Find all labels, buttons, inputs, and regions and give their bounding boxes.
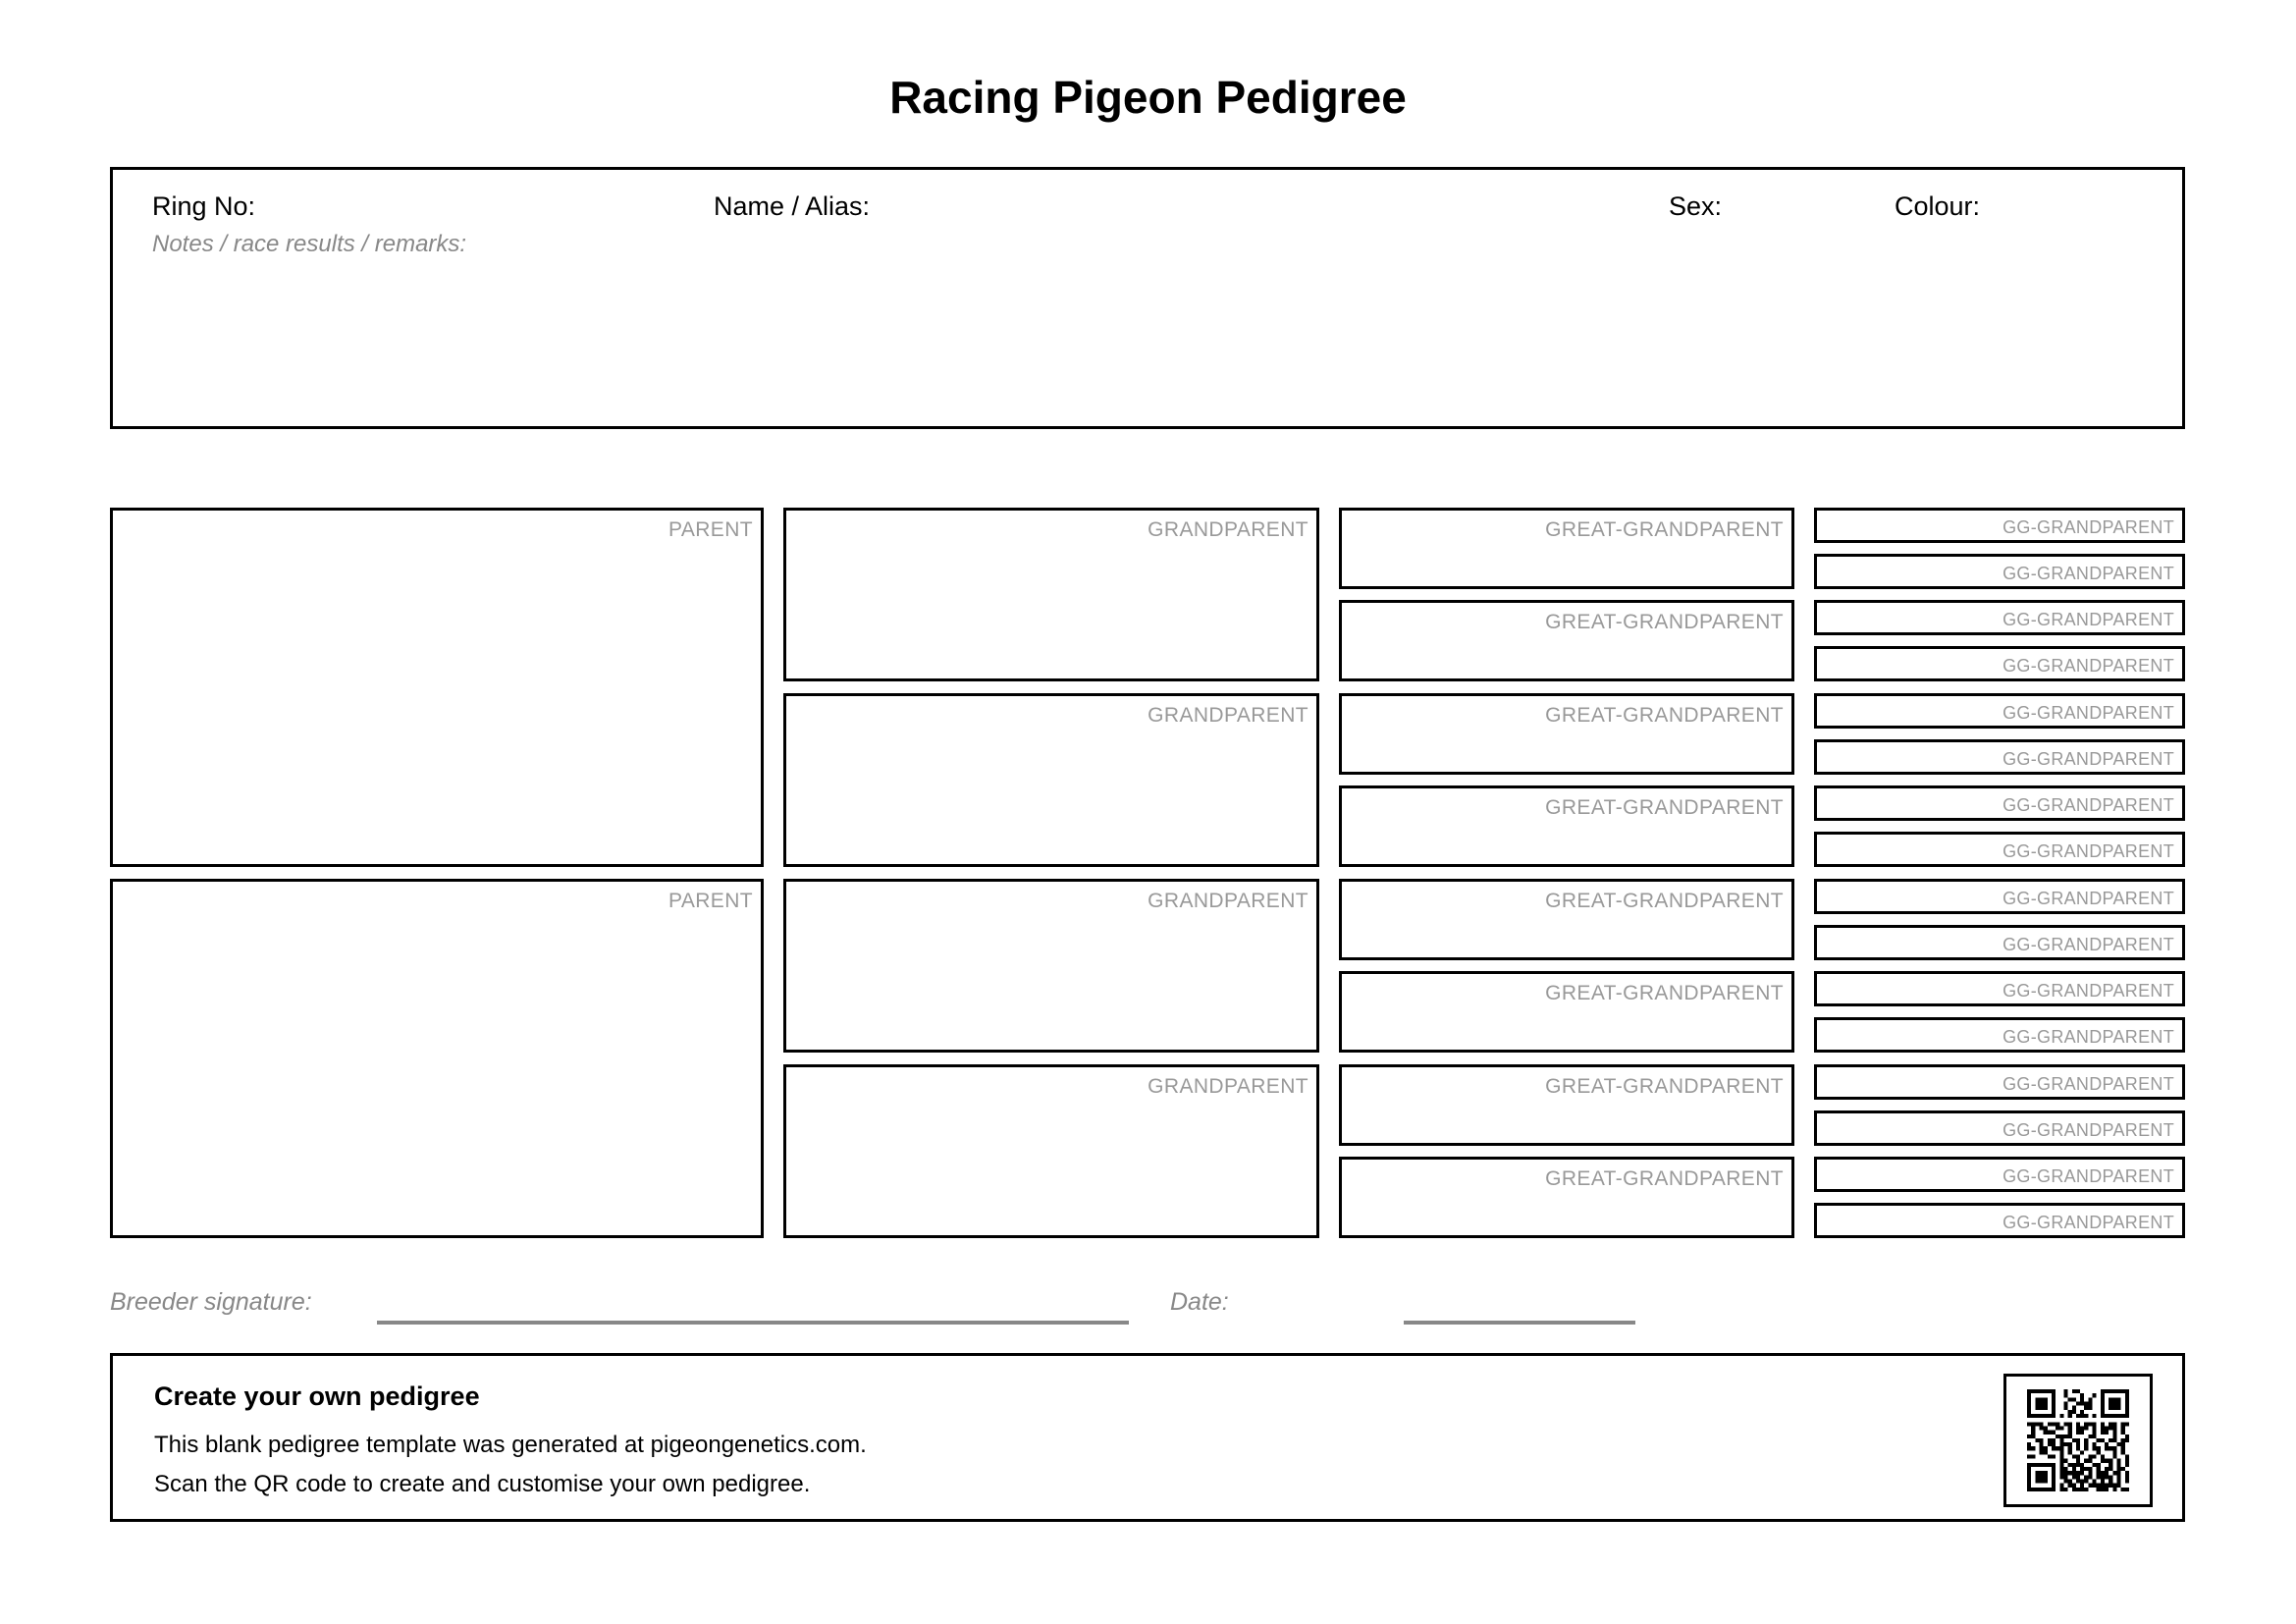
great-grandparent-box[interactable] xyxy=(1339,879,1794,960)
gg-grandparent-box-label: GG-GRANDPARENT xyxy=(2002,1166,2174,1186)
gg-grandparent-box-label: GG-GRANDPARENT xyxy=(2002,517,2174,537)
gg-grandparent-box-label: GG-GRANDPARENT xyxy=(2002,889,2174,908)
grandparent-box-label: GRANDPARENT xyxy=(1148,704,1308,727)
promo-line-1: This blank pedigree template was generated at pigeongenetics.com. xyxy=(154,1432,867,1458)
gg-grandparent-box[interactable] xyxy=(1814,832,2185,867)
breeder-signature-label: Breeder signature: xyxy=(110,1288,312,1316)
colour-label: Colour: xyxy=(1895,191,1981,221)
grandparent-box[interactable] xyxy=(783,1064,1319,1238)
gg-grandparent-box-label: GG-GRANDPARENT xyxy=(2002,1120,2174,1140)
grandparent-box-label: GRANDPARENT xyxy=(1148,890,1308,912)
grandparent-box-label: GRANDPARENT xyxy=(1148,1075,1308,1098)
gg-grandparent-box[interactable] xyxy=(1814,1017,2185,1053)
great-grandparent-box[interactable] xyxy=(1339,971,1794,1053)
gg-grandparent-box[interactable] xyxy=(1814,1064,2185,1100)
parent-column xyxy=(110,508,764,1238)
grandparent-box[interactable] xyxy=(783,879,1319,1053)
gg-grandparent-box-label: GG-GRANDPARENT xyxy=(2002,1213,2174,1232)
parent-box[interactable] xyxy=(110,508,764,867)
qr-code-icon[interactable] xyxy=(2003,1374,2153,1507)
gg-grandparent-box-label: GG-GRANDPARENT xyxy=(2002,703,2174,723)
gg-grandparent-box-label: GG-GRANDPARENT xyxy=(2002,1074,2174,1094)
gg-grandparent-box-label: GG-GRANDPARENT xyxy=(2002,981,2174,1001)
great-grandparent-box-label: GREAT-GRANDPARENT xyxy=(1545,890,1784,912)
gg-grandparent-box-label: GG-GRANDPARENT xyxy=(2002,795,2174,815)
grandparent-column xyxy=(783,508,1319,1238)
date-label: Date: xyxy=(1170,1288,1229,1316)
gg-grandparent-column xyxy=(1814,508,2185,1238)
parent-box-label: PARENT xyxy=(667,518,753,541)
pedigree-grid xyxy=(110,508,2185,1238)
gg-grandparent-box-label: GG-GRANDPARENT xyxy=(2002,656,2174,676)
gg-grandparent-box-label: GG-GRANDPARENT xyxy=(2002,564,2174,583)
great-grandparent-box[interactable] xyxy=(1339,693,1794,775)
great-grandparent-box-label: GREAT-GRANDPARENT xyxy=(1545,1167,1784,1190)
great-grandparent-box-label: GREAT-GRANDPARENT xyxy=(1545,704,1784,727)
great-grandparent-column xyxy=(1339,508,1794,1238)
grandparent-box[interactable] xyxy=(783,508,1319,681)
great-grandparent-box[interactable] xyxy=(1339,1064,1794,1146)
gg-grandparent-box-label: GG-GRANDPARENT xyxy=(2002,935,2174,954)
gg-grandparent-box-label: GG-GRANDPARENT xyxy=(2002,749,2174,769)
ring-no-label: Ring No: xyxy=(152,191,256,221)
signature-row xyxy=(110,1288,2185,1331)
great-grandparent-box[interactable] xyxy=(1339,508,1794,589)
page-title: Racing Pigeon Pedigree xyxy=(889,72,1407,123)
gg-grandparent-box[interactable] xyxy=(1814,508,2185,543)
gg-grandparent-box[interactable] xyxy=(1814,693,2185,729)
parent-box[interactable] xyxy=(110,879,764,1238)
gg-grandparent-box[interactable] xyxy=(1814,739,2185,775)
gg-grandparent-box[interactable] xyxy=(1814,1203,2185,1238)
gg-grandparent-box[interactable] xyxy=(1814,1157,2185,1192)
gg-grandparent-box[interactable] xyxy=(1814,879,2185,914)
date-line[interactable] xyxy=(1404,1321,1635,1325)
gg-grandparent-box[interactable] xyxy=(1814,971,2185,1006)
parent-box-label: PARENT xyxy=(667,890,753,912)
gg-grandparent-box[interactable] xyxy=(1814,600,2185,635)
name-alias-label: Name / Alias: xyxy=(714,191,871,221)
great-grandparent-box-label: GREAT-GRANDPARENT xyxy=(1545,982,1784,1004)
promo-box xyxy=(110,1353,2185,1522)
sex-label: Sex: xyxy=(1669,191,1723,221)
gg-grandparent-box[interactable] xyxy=(1814,785,2185,821)
gg-grandparent-box[interactable] xyxy=(1814,554,2185,589)
promo-line-2: Scan the QR code to create and customise your own pedigree. xyxy=(154,1471,811,1497)
gg-grandparent-box-label: GG-GRANDPARENT xyxy=(2002,1027,2174,1047)
great-grandparent-box-label: GREAT-GRANDPARENT xyxy=(1545,611,1784,633)
grandparent-box-label: GRANDPARENT xyxy=(1148,518,1308,541)
great-grandparent-box-label: GREAT-GRANDPARENT xyxy=(1545,518,1784,541)
gg-grandparent-box-label: GG-GRANDPARENT xyxy=(2002,841,2174,861)
great-grandparent-box[interactable] xyxy=(1339,600,1794,681)
great-grandparent-box[interactable] xyxy=(1339,1157,1794,1238)
great-grandparent-box[interactable] xyxy=(1339,785,1794,867)
promo-heading: Create your own pedigree xyxy=(154,1381,480,1411)
notes-label: Notes / race results / remarks: xyxy=(152,231,467,257)
great-grandparent-box-label: GREAT-GRANDPARENT xyxy=(1545,1075,1784,1098)
grandparent-box[interactable] xyxy=(783,693,1319,867)
gg-grandparent-box[interactable] xyxy=(1814,1110,2185,1146)
great-grandparent-box-label: GREAT-GRANDPARENT xyxy=(1545,796,1784,819)
gg-grandparent-box[interactable] xyxy=(1814,646,2185,681)
breeder-signature-line[interactable] xyxy=(377,1321,1129,1325)
gg-grandparent-box[interactable] xyxy=(1814,925,2185,960)
gg-grandparent-box-label: GG-GRANDPARENT xyxy=(2002,610,2174,629)
identity-header-box xyxy=(110,167,2185,429)
